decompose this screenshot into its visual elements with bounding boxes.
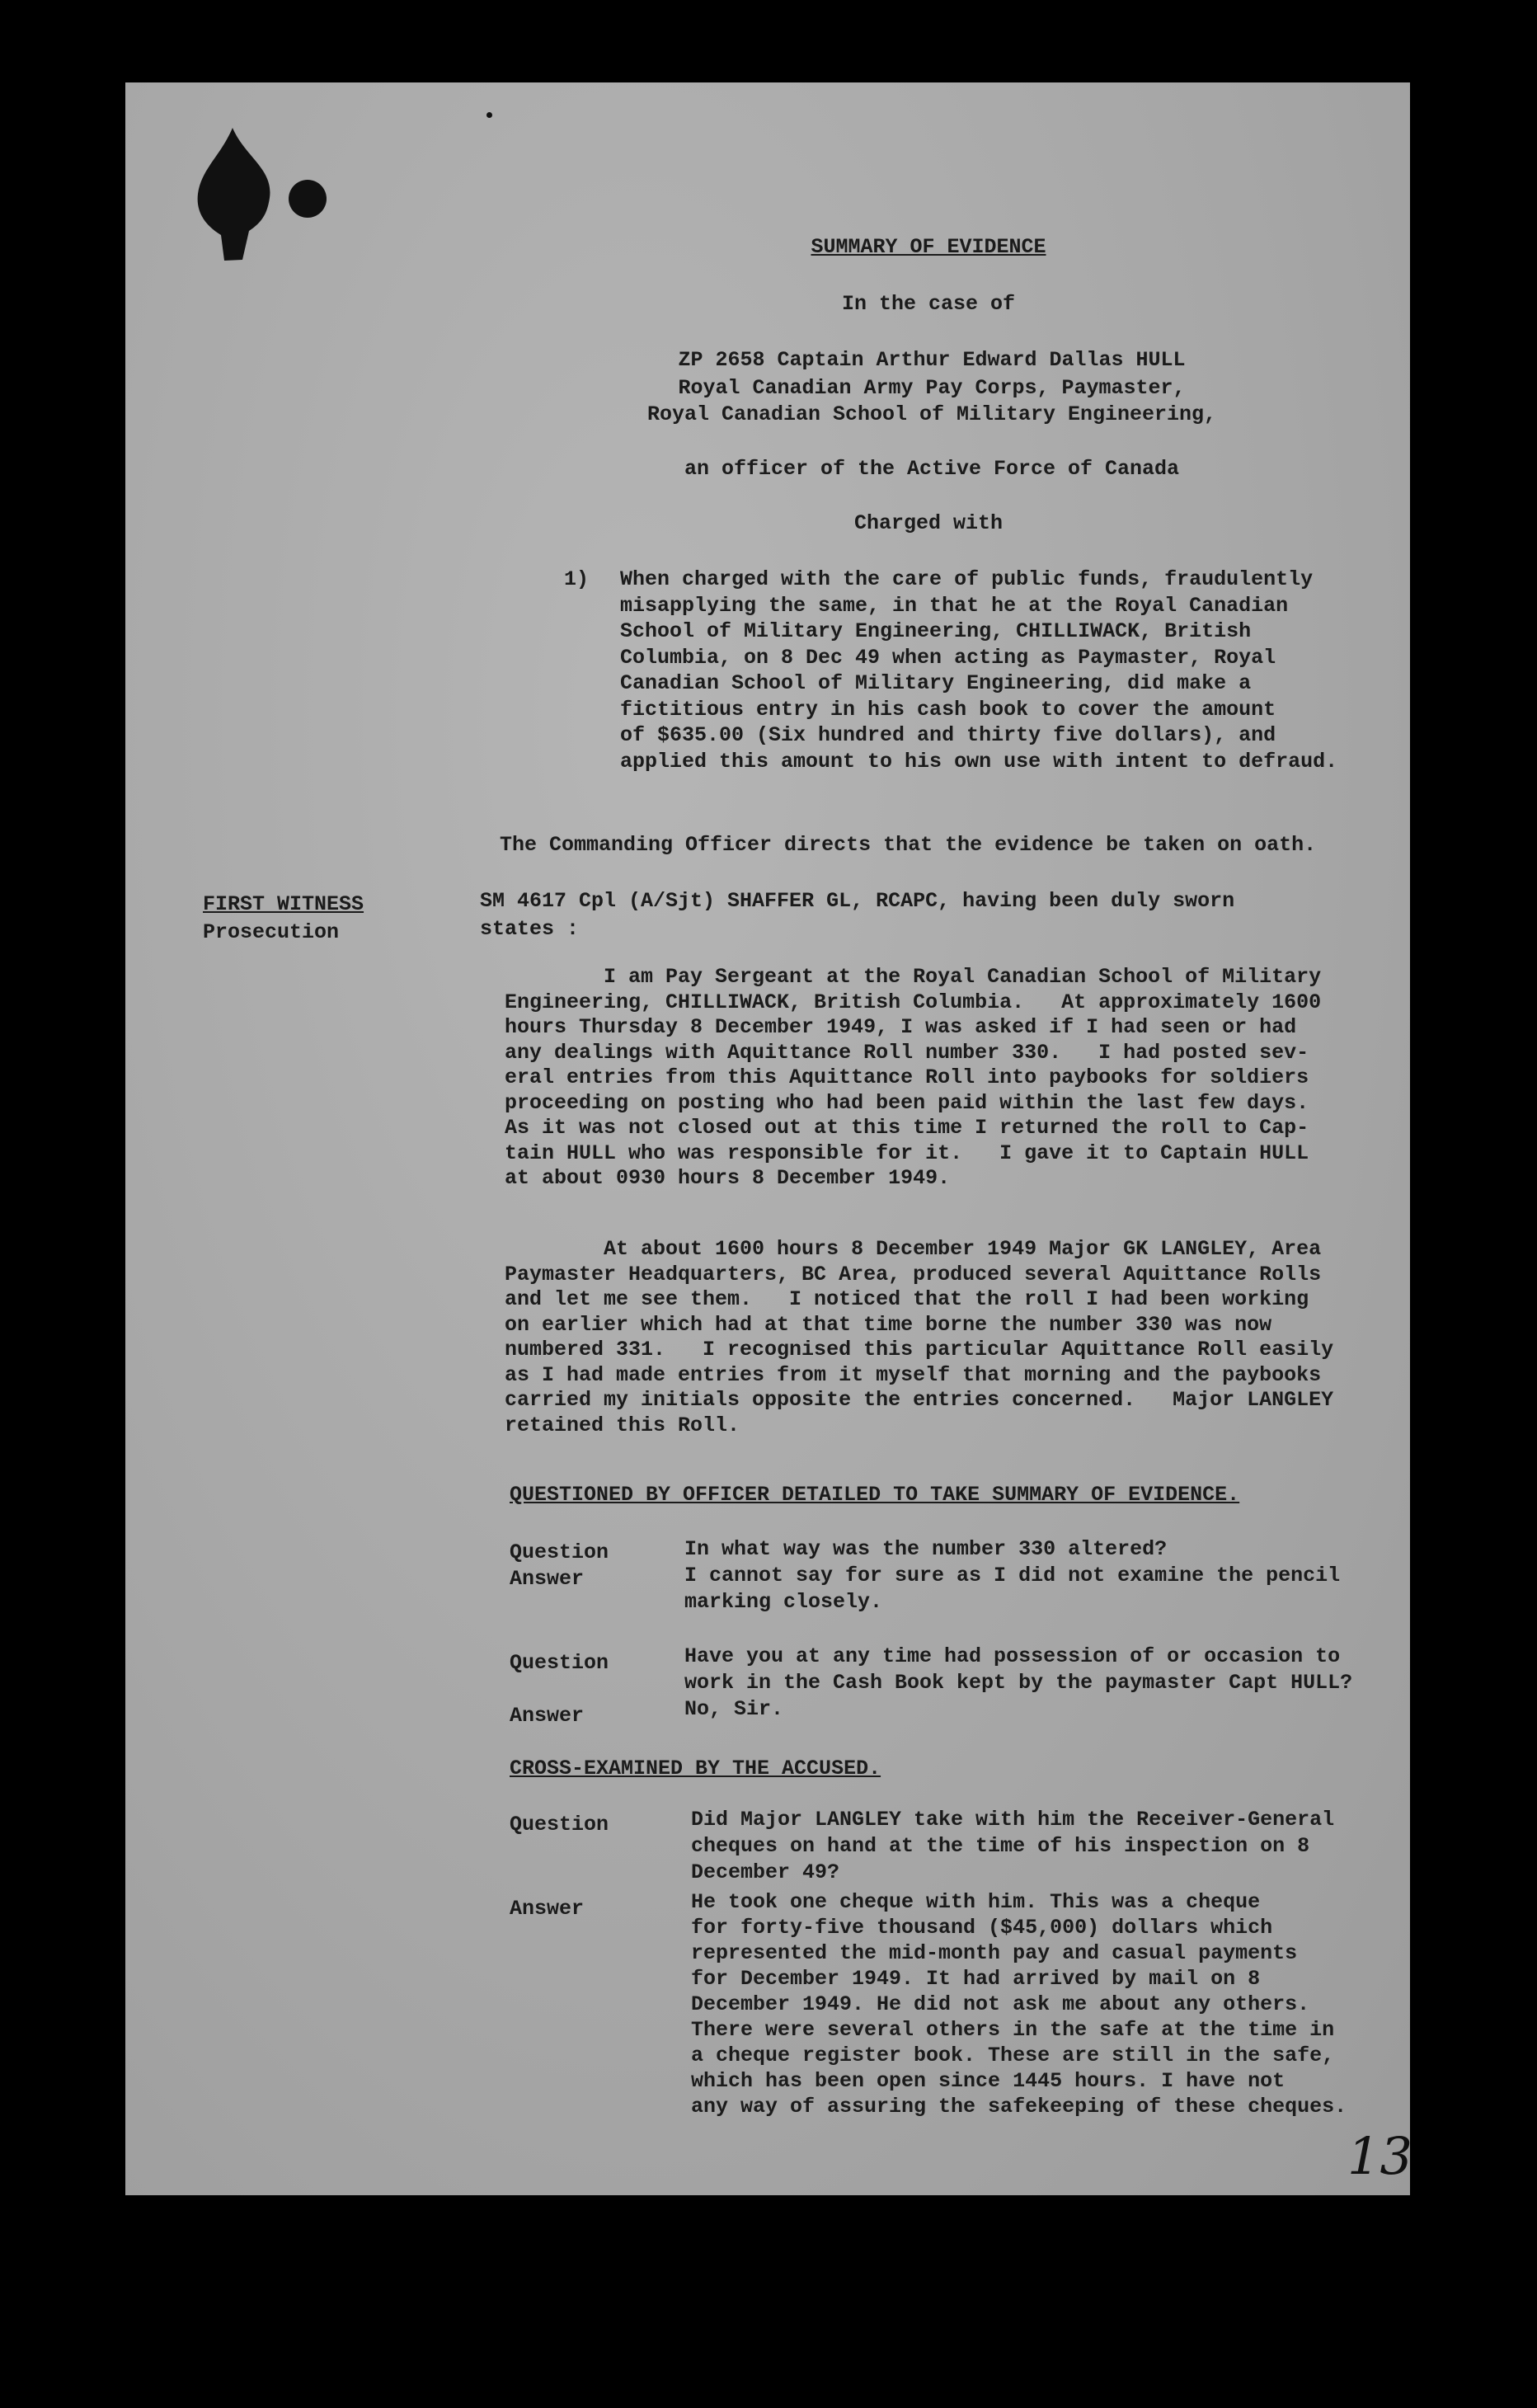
answer-line: any way of assuring the safekeeping of these cheques.: [691, 2095, 1347, 2119]
answer-line: which has been open since 1445 hours. I have not: [691, 2069, 1286, 2093]
cross-heading: CROSS-EXAMINED BY THE ACCUSED.: [510, 1757, 881, 1780]
charge-line: misapplying the same, in that he at the Royal Canadian: [620, 593, 1289, 618]
statement-line: and let me see them. I noticed that the roll I had been working: [505, 1287, 1309, 1311]
a1-label: Answer: [510, 1567, 585, 1591]
statement-line: any dealings with Aquittance Roll number 330. I had posted sev-: [505, 1040, 1309, 1065]
statement-line: hours Thursday 8 December 1949, I was asked if I had seen or had: [505, 1015, 1297, 1039]
accused-line-1: ZP 2658 Captain Arthur Edward Dallas HULL: [678, 348, 1186, 372]
statement-line: retained this Roll.: [505, 1413, 740, 1437]
question-line: Have you at any time had possession of or occasion to: [684, 1644, 1341, 1668]
charge-line: Canadian School of Military Engineering, did make a: [620, 671, 1252, 695]
charge-line: fictitious entry in his cash book to cover the amount: [620, 697, 1276, 722]
charged-with: Charged with: [853, 511, 1004, 535]
a2-label: Answer: [510, 1704, 585, 1728]
accused-line-3: Royal Canadian School of Military Engineering,: [646, 402, 1217, 426]
cross-a-label: Answer: [510, 1897, 585, 1921]
charge-line: applied this amount to his own use with intent to defraud.: [620, 749, 1338, 774]
statement-line: Engineering, CHILLIWACK, British Columbia. At approximately 1600: [505, 990, 1322, 1014]
answer-line: I cannot say for sure as I did not examine the pencil: [684, 1564, 1341, 1587]
ink-dot: [289, 180, 327, 218]
statement-line: as I had made entries from it myself that morning and the paybooks: [505, 1362, 1322, 1387]
witness-sublabel: Prosecution: [203, 920, 340, 944]
statement-line: proceeding on posting who had been paid within the last few days.: [505, 1090, 1309, 1115]
question-line: December 49?: [691, 1860, 840, 1884]
question-line: Did Major LANGLEY take with him the Receiver-General: [691, 1808, 1335, 1832]
page-number: 13: [1347, 2126, 1412, 2186]
officer-line: an officer of the Active Force of Canada: [684, 457, 1180, 481]
answer-line: for forty-five thousand ($45,000) dollars which: [691, 1916, 1273, 1940]
answer-line: a cheque register book. These are still in the safe,: [691, 2044, 1335, 2067]
charge-line: of $635.00 (Six hundred and thirty five dollars), and: [620, 723, 1276, 747]
questioned-heading: QUESTIONED BY OFFICER DETAILED TO TAKE SUMMARY OF EVIDENCE.: [510, 1483, 1240, 1507]
directive-line: The Commanding Officer directs that the evidence be taken on oath.: [500, 833, 1317, 857]
a2-text: No, Sir.: [684, 1697, 784, 1721]
q1-label: Question: [510, 1540, 609, 1564]
statement-line: on earlier which had at that time borne the number 330 was now: [505, 1312, 1272, 1337]
statement-line: numbered 331. I recognised this particular Aquittance Roll easily: [505, 1338, 1334, 1362]
statement-line: I am Pay Sergeant at the Royal Canadian School of Military: [505, 965, 1322, 989]
statement-line: Paymaster Headquarters, BC Area, produced several Aquittance Rolls: [505, 1262, 1322, 1286]
witness-intro-2: states :: [480, 917, 580, 941]
answer-line: There were several others in the safe at the time in: [691, 2018, 1335, 2042]
charge-line: When charged with the care of public funds, fraudulently: [620, 567, 1314, 591]
question-line: cheques on hand at the time of his inspection on 8: [691, 1834, 1310, 1858]
accused-line-2: Royal Canadian Army Pay Corps, Paymaster,: [678, 376, 1186, 400]
q1-text: In what way was the number 330 altered?: [684, 1537, 1168, 1561]
statement-line: tain HULL who was responsible for it. I gave it to Captain HULL: [505, 1141, 1309, 1165]
statement-paragraph-1: [505, 965, 1321, 1192]
answer-line: for December 1949. It had arrived by mail on 8: [691, 1967, 1261, 1991]
statement-paragraph-2: [505, 1237, 1333, 1438]
statement-line: carried my initials opposite the entries concerned. Major LANGLEY: [505, 1388, 1334, 1412]
charge-number: 1): [564, 567, 590, 591]
answer-line: marking closely.: [684, 1590, 883, 1614]
answer-line: December 1949. He did not ask me about any others.: [691, 1992, 1310, 2016]
statement-line: At about 1600 hours 8 December 1949 Major GK LANGLEY, Area: [505, 1237, 1322, 1261]
answer-line: represented the mid-month pay and casual payments: [691, 1941, 1298, 1965]
case-intro: In the case of: [841, 292, 1016, 316]
ink-speck: [486, 112, 492, 118]
cross-q-label: Question: [510, 1813, 609, 1837]
statement-line: at about 0930 hours 8 December 1949.: [505, 1166, 951, 1190]
answer-line: He took one cheque with him. This was a cheque: [691, 1890, 1261, 1914]
witness-label: FIRST WITNESS: [203, 892, 364, 916]
q2-label: Question: [510, 1651, 609, 1675]
statement-line: As it was not closed out at this time I returned the roll to Cap-: [505, 1116, 1309, 1140]
document-title: SUMMARY OF EVIDENCE: [811, 235, 1046, 259]
charge-line: Columbia, on 8 Dec 49 when acting as Paymaster, Royal: [620, 645, 1276, 670]
question-line: work in the Cash Book kept by the paymaster Capt HULL?: [684, 1671, 1353, 1695]
witness-intro-1: SM 4617 Cpl (A/Sjt) SHAFFER GL, RCAPC, having been duly sworn: [480, 889, 1235, 913]
statement-line: eral entries from this Aquittance Roll into paybooks for soldiers: [505, 1065, 1309, 1089]
ink-blot: [191, 124, 298, 264]
charge-line: School of Military Engineering, CHILLIWACK, British: [620, 619, 1252, 643]
